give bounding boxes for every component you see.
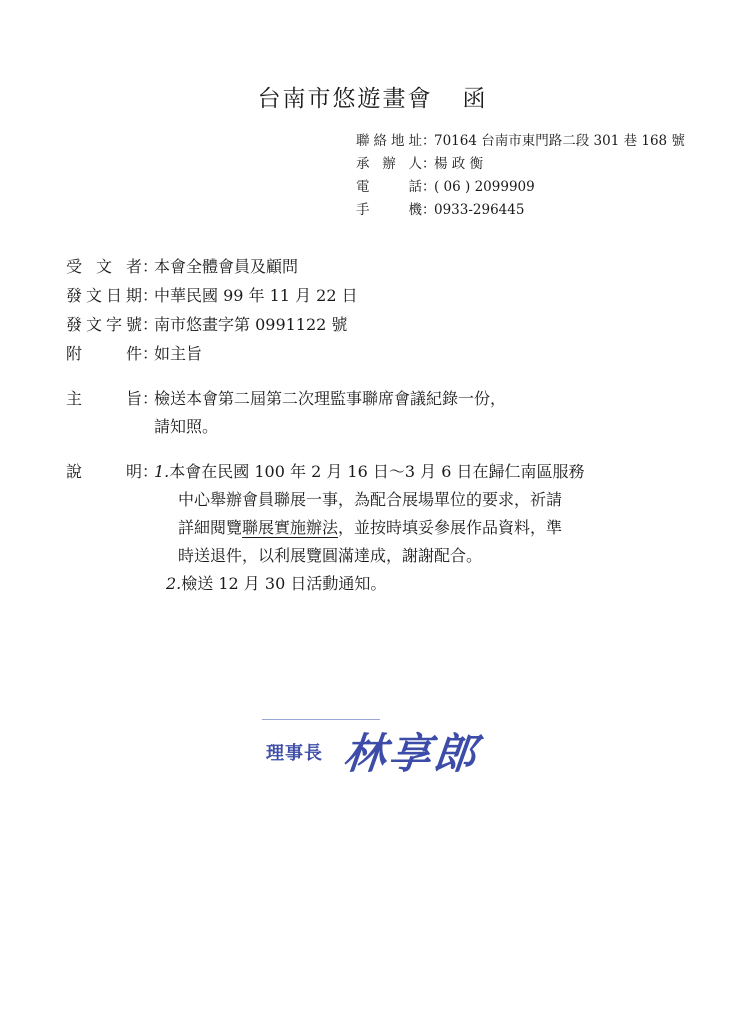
doc-type: 函 (462, 86, 488, 112)
contact-value: 70164 台南市東門路二段 301 巷 168 號 (434, 133, 685, 149)
field-value: 如主旨 (154, 344, 203, 363)
regulations-link-text: 聯展實施辦法 (242, 518, 339, 537)
item-number: 1. (154, 462, 170, 481)
contact-label: 電話 (356, 179, 422, 195)
contact-row-phone: 電話：( 06 ) 2099909 (356, 176, 685, 199)
contact-value: ( 06 ) 2099909 (434, 179, 535, 195)
item1-line-3-post: ，並按時填妥參展作品資料，準 (338, 518, 563, 537)
contact-label: 承辦人 (356, 156, 422, 172)
meta-fields (66, 252, 358, 368)
item2 (66, 570, 584, 598)
item1-line-4: 時送退件，以利展覽圓滿達成，謝謝配合。 (178, 546, 483, 565)
contact-row-handler: 承辦人：楊 政 衡 (356, 153, 685, 176)
contact-label: 手機 (356, 202, 422, 218)
item1-line-3 (66, 514, 584, 542)
item1-line-2: 中心舉辦會員聯展一事，為配合展場單位的要求，祈請 (178, 490, 563, 509)
contact-value: 楊 政 衡 (434, 156, 484, 172)
item2-text: 檢送 12 月 30 日活動通知。 (181, 574, 387, 593)
field-label: 附件 (66, 344, 142, 363)
field-label: 發文日期 (66, 286, 142, 305)
stamp-title: 理事長 (266, 743, 323, 764)
field-recipient: 受文者：本會全體會員及顧問 (66, 252, 358, 281)
document-title (0, 80, 745, 113)
field-value: 中華民國 99 年 11 月 22 日 (154, 286, 358, 305)
field-doc-number: 發文字號：南市悠畫字第 0991122 號 (66, 310, 358, 339)
description-label: 說明 (66, 462, 142, 481)
contact-block (356, 130, 685, 222)
subject-line-2: 請知照。 (154, 417, 219, 436)
signature: 林享郎 (341, 729, 482, 778)
subject-label: 主旨 (66, 389, 142, 408)
org-name: 台南市悠遊畫會 (257, 86, 433, 112)
contact-row-mobile: 手機：0933-296445 (356, 199, 685, 222)
chairman-stamp (258, 715, 528, 785)
field-attachment: 附件：如主旨 (66, 339, 358, 368)
stamp-rule (262, 719, 380, 720)
field-value: 本會全體會員及顧問 (154, 257, 299, 276)
subject-line-1: 檢送本會第二屆第二次理監事聯席會議紀錄一份， (154, 389, 507, 408)
item1-line-3-pre: 詳細閱覽 (178, 518, 243, 537)
contact-row-address: 聯絡地址：70164 台南市東門路二段 301 巷 168 號 (356, 130, 685, 153)
description-section: 說明：1.本會在民國 100 年 2 月 16 日～3 月 6 日在歸仁南區服務 中心舉辦會員聯展一事，為配合展場單位的要求，祈請 詳細閱覽聯展實施辦法，並按時填妥參展作品資料，準 時送退件，以利展覽圓滿達成，謝謝配合。 2.檢送 12 月 30 日活動通知。 (66, 458, 584, 598)
field-label: 發文字號 (66, 315, 142, 334)
contact-value: 0933-296445 (434, 202, 525, 218)
item1-line-1: 本會在民國 100 年 2 月 16 日～3 月 6 日在歸仁南區服務 (169, 462, 585, 481)
field-label: 受文者 (66, 257, 142, 276)
field-date: 發文日期：中華民國 99 年 11 月 22 日 (66, 281, 358, 310)
field-value: 南市悠畫字第 0991122 號 (154, 315, 348, 334)
subject-section: 主旨：檢送本會第二屆第二次理監事聯席會議紀錄一份， 請知照。 (66, 385, 506, 441)
contact-label: 聯絡地址 (356, 133, 422, 149)
item-number: 2. (166, 574, 182, 593)
